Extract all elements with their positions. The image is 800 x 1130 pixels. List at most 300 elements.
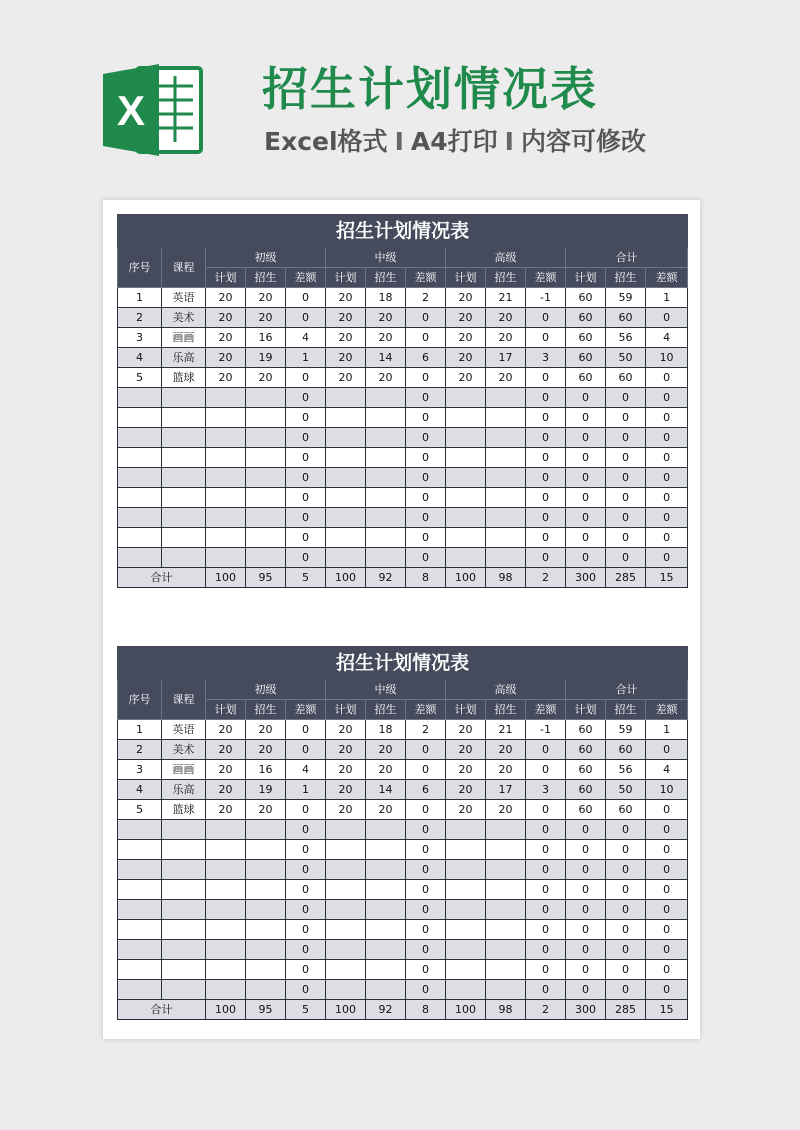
- table-cell[interactable]: [446, 488, 486, 508]
- table-cell[interactable]: [118, 940, 162, 960]
- table-cell[interactable]: 4: [286, 328, 326, 348]
- table-cell[interactable]: 0: [286, 548, 326, 568]
- table-cell[interactable]: 0: [526, 308, 566, 328]
- table-cell[interactable]: 0: [406, 508, 446, 528]
- table-cell[interactable]: 60: [606, 308, 646, 328]
- table-cell[interactable]: 乐高: [162, 780, 206, 800]
- table-cell[interactable]: 0: [566, 840, 606, 860]
- table-cell[interactable]: 0: [406, 920, 446, 940]
- table-cell[interactable]: [326, 920, 366, 940]
- table-cell[interactable]: 3: [118, 328, 162, 348]
- table-cell[interactable]: 0: [646, 840, 688, 860]
- table-cell[interactable]: 0: [526, 428, 566, 448]
- table-cell[interactable]: 0: [606, 920, 646, 940]
- table-cell[interactable]: 0: [526, 800, 566, 820]
- table-cell[interactable]: 60: [566, 800, 606, 820]
- table-cell[interactable]: [366, 528, 406, 548]
- table-cell[interactable]: [366, 468, 406, 488]
- table-cell[interactable]: [366, 980, 406, 1000]
- table-cell[interactable]: 19: [246, 780, 286, 800]
- table-cell[interactable]: 20: [366, 368, 406, 388]
- table-cell[interactable]: 0: [286, 488, 326, 508]
- table-cell[interactable]: 0: [606, 468, 646, 488]
- table-cell[interactable]: 0: [526, 920, 566, 940]
- table-cell[interactable]: 0: [286, 960, 326, 980]
- table-cell[interactable]: 20: [446, 308, 486, 328]
- table-cell[interactable]: [446, 840, 486, 860]
- table-cell[interactable]: 20: [366, 760, 406, 780]
- table-cell[interactable]: [206, 980, 246, 1000]
- table-cell[interactable]: [326, 528, 366, 548]
- table-cell[interactable]: 20: [366, 740, 406, 760]
- table-cell[interactable]: [486, 940, 526, 960]
- table-cell[interactable]: 0: [646, 860, 688, 880]
- table-cell[interactable]: 60: [606, 368, 646, 388]
- table-cell[interactable]: 0: [566, 508, 606, 528]
- table-cell[interactable]: 4: [646, 760, 688, 780]
- table-cell[interactable]: 20: [326, 740, 366, 760]
- table-cell[interactable]: 0: [286, 800, 326, 820]
- table-cell[interactable]: 0: [286, 820, 326, 840]
- table-cell[interactable]: 0: [286, 408, 326, 428]
- table-cell[interactable]: 20: [486, 308, 526, 328]
- table-cell[interactable]: 16: [246, 328, 286, 348]
- table-cell[interactable]: [326, 880, 366, 900]
- table-cell[interactable]: 0: [406, 368, 446, 388]
- table-cell[interactable]: [366, 920, 406, 940]
- table-cell[interactable]: [118, 820, 162, 840]
- table-cell[interactable]: 篮球: [162, 368, 206, 388]
- table-cell[interactable]: [366, 840, 406, 860]
- table-cell[interactable]: [446, 920, 486, 940]
- table-cell[interactable]: 20: [326, 800, 366, 820]
- table-cell[interactable]: 0: [286, 508, 326, 528]
- table-cell[interactable]: [206, 880, 246, 900]
- table-cell[interactable]: 0: [646, 508, 688, 528]
- table-cell[interactable]: [206, 920, 246, 940]
- table-cell[interactable]: [486, 388, 526, 408]
- table-cell[interactable]: [118, 428, 162, 448]
- table-cell[interactable]: [246, 840, 286, 860]
- table-cell[interactable]: 0: [286, 940, 326, 960]
- table-cell[interactable]: [446, 880, 486, 900]
- table-cell[interactable]: 20: [446, 760, 486, 780]
- table-cell[interactable]: [486, 980, 526, 1000]
- table-cell[interactable]: 0: [646, 960, 688, 980]
- table-cell[interactable]: 0: [646, 920, 688, 940]
- table-cell[interactable]: 6: [406, 348, 446, 368]
- table-cell[interactable]: 60: [606, 740, 646, 760]
- table-cell[interactable]: [326, 448, 366, 468]
- table-cell[interactable]: [162, 880, 206, 900]
- table-cell[interactable]: [118, 980, 162, 1000]
- table-cell[interactable]: [118, 528, 162, 548]
- table-cell[interactable]: 0: [526, 740, 566, 760]
- table-cell[interactable]: [246, 468, 286, 488]
- table-cell[interactable]: [206, 488, 246, 508]
- table-cell[interactable]: 0: [566, 528, 606, 548]
- table-cell[interactable]: [446, 468, 486, 488]
- table-cell[interactable]: [118, 860, 162, 880]
- table-cell[interactable]: [366, 940, 406, 960]
- table-cell[interactable]: [366, 488, 406, 508]
- table-cell[interactable]: [246, 408, 286, 428]
- table-cell[interactable]: 0: [606, 408, 646, 428]
- table-cell[interactable]: [118, 960, 162, 980]
- table-cell[interactable]: [118, 488, 162, 508]
- table-cell[interactable]: [446, 960, 486, 980]
- table-cell[interactable]: 20: [326, 308, 366, 328]
- table-cell[interactable]: [162, 860, 206, 880]
- table-cell[interactable]: 14: [366, 780, 406, 800]
- table-cell[interactable]: 0: [606, 820, 646, 840]
- table-cell[interactable]: [162, 488, 206, 508]
- table-cell[interactable]: 20: [206, 800, 246, 820]
- table-cell[interactable]: [366, 960, 406, 980]
- table-cell[interactable]: -1: [526, 288, 566, 308]
- table-cell[interactable]: 0: [566, 980, 606, 1000]
- table-cell[interactable]: [162, 388, 206, 408]
- table-cell[interactable]: 60: [606, 800, 646, 820]
- table-cell[interactable]: 1: [286, 780, 326, 800]
- table-cell[interactable]: 0: [406, 960, 446, 980]
- table-cell[interactable]: 20: [446, 288, 486, 308]
- table-cell[interactable]: 0: [646, 308, 688, 328]
- table-cell[interactable]: 画画: [162, 328, 206, 348]
- table-cell[interactable]: 1: [286, 348, 326, 368]
- table-cell[interactable]: 0: [646, 820, 688, 840]
- table-cell[interactable]: 20: [326, 720, 366, 740]
- table-cell[interactable]: 60: [566, 720, 606, 740]
- table-cell[interactable]: 英语: [162, 720, 206, 740]
- table-cell[interactable]: 0: [406, 428, 446, 448]
- table-cell[interactable]: 20: [206, 720, 246, 740]
- table-cell[interactable]: 0: [526, 860, 566, 880]
- table-cell[interactable]: [246, 428, 286, 448]
- table-cell[interactable]: [366, 428, 406, 448]
- table-cell[interactable]: [366, 860, 406, 880]
- table-cell[interactable]: 60: [566, 288, 606, 308]
- table-cell[interactable]: 0: [526, 328, 566, 348]
- table-cell[interactable]: [246, 448, 286, 468]
- table-cell[interactable]: 20: [446, 780, 486, 800]
- table-cell[interactable]: 0: [646, 980, 688, 1000]
- table-cell[interactable]: 4: [646, 328, 688, 348]
- table-cell[interactable]: 0: [286, 880, 326, 900]
- table-cell[interactable]: [366, 900, 406, 920]
- table-cell[interactable]: 0: [606, 980, 646, 1000]
- table-cell[interactable]: 0: [646, 528, 688, 548]
- table-cell[interactable]: 20: [326, 288, 366, 308]
- table-cell[interactable]: 21: [486, 720, 526, 740]
- table-cell[interactable]: 2: [406, 288, 446, 308]
- table-cell[interactable]: 0: [606, 940, 646, 960]
- table-cell[interactable]: 0: [286, 388, 326, 408]
- table-cell[interactable]: [162, 940, 206, 960]
- table-cell[interactable]: [246, 528, 286, 548]
- table-cell[interactable]: 2: [118, 740, 162, 760]
- table-cell[interactable]: [162, 508, 206, 528]
- table-cell[interactable]: [326, 548, 366, 568]
- table-cell[interactable]: 20: [326, 780, 366, 800]
- table-cell[interactable]: 20: [446, 720, 486, 740]
- table-cell[interactable]: 20: [246, 720, 286, 740]
- table-cell[interactable]: [162, 980, 206, 1000]
- table-cell[interactable]: 16: [246, 760, 286, 780]
- table-cell[interactable]: [446, 428, 486, 448]
- table-cell[interactable]: 20: [486, 368, 526, 388]
- table-cell[interactable]: [162, 468, 206, 488]
- table-cell[interactable]: [246, 388, 286, 408]
- table-cell[interactable]: 20: [206, 348, 246, 368]
- table-cell[interactable]: [118, 920, 162, 940]
- table-cell[interactable]: 19: [246, 348, 286, 368]
- table-cell[interactable]: 2: [118, 308, 162, 328]
- table-cell[interactable]: 1: [118, 288, 162, 308]
- table-cell[interactable]: [246, 980, 286, 1000]
- table-cell[interactable]: 0: [526, 820, 566, 840]
- table-cell[interactable]: 20: [446, 368, 486, 388]
- table-cell[interactable]: [446, 408, 486, 428]
- table-cell[interactable]: 0: [286, 368, 326, 388]
- table-cell[interactable]: 0: [526, 488, 566, 508]
- table-cell[interactable]: 20: [366, 308, 406, 328]
- table-cell[interactable]: [162, 448, 206, 468]
- table-cell[interactable]: [486, 408, 526, 428]
- table-cell[interactable]: 1: [646, 288, 688, 308]
- table-cell[interactable]: [206, 528, 246, 548]
- table-cell[interactable]: 0: [406, 860, 446, 880]
- table-cell[interactable]: [486, 880, 526, 900]
- table-cell[interactable]: [326, 940, 366, 960]
- table-cell[interactable]: [326, 900, 366, 920]
- table-cell[interactable]: 0: [406, 388, 446, 408]
- table-cell[interactable]: 乐高: [162, 348, 206, 368]
- table-cell[interactable]: 0: [646, 940, 688, 960]
- table-cell[interactable]: 0: [606, 900, 646, 920]
- table-cell[interactable]: 1: [646, 720, 688, 740]
- table-cell[interactable]: 20: [206, 288, 246, 308]
- table-cell[interactable]: [246, 860, 286, 880]
- table-cell[interactable]: 20: [206, 760, 246, 780]
- table-cell[interactable]: [366, 880, 406, 900]
- table-cell[interactable]: [118, 880, 162, 900]
- table-cell[interactable]: [206, 448, 246, 468]
- table-cell[interactable]: 0: [406, 940, 446, 960]
- table-cell[interactable]: 0: [646, 468, 688, 488]
- table-cell[interactable]: [446, 508, 486, 528]
- table-cell[interactable]: 0: [646, 428, 688, 448]
- table-cell[interactable]: [326, 388, 366, 408]
- table-cell[interactable]: [326, 860, 366, 880]
- table-cell[interactable]: 0: [646, 880, 688, 900]
- table-cell[interactable]: [206, 508, 246, 528]
- table-cell[interactable]: 0: [566, 388, 606, 408]
- table-cell[interactable]: [206, 940, 246, 960]
- table-cell[interactable]: 59: [606, 288, 646, 308]
- table-cell[interactable]: 20: [446, 740, 486, 760]
- table-cell[interactable]: 0: [566, 488, 606, 508]
- table-cell[interactable]: [118, 468, 162, 488]
- table-cell[interactable]: 0: [406, 408, 446, 428]
- table-cell[interactable]: 60: [566, 328, 606, 348]
- table-cell[interactable]: 0: [606, 960, 646, 980]
- table-cell[interactable]: 0: [526, 528, 566, 548]
- table-cell[interactable]: 60: [566, 760, 606, 780]
- table-cell[interactable]: 20: [246, 288, 286, 308]
- table-cell[interactable]: [118, 408, 162, 428]
- table-cell[interactable]: 0: [606, 548, 646, 568]
- table-cell[interactable]: 20: [446, 328, 486, 348]
- table-cell[interactable]: 0: [286, 468, 326, 488]
- table-cell[interactable]: 20: [486, 760, 526, 780]
- table-cell[interactable]: 0: [526, 388, 566, 408]
- table-cell[interactable]: 0: [406, 328, 446, 348]
- table-cell[interactable]: 18: [366, 720, 406, 740]
- table-cell[interactable]: 英语: [162, 288, 206, 308]
- table-cell[interactable]: [246, 900, 286, 920]
- table-cell[interactable]: 0: [406, 548, 446, 568]
- table-cell[interactable]: [246, 820, 286, 840]
- table-cell[interactable]: [446, 388, 486, 408]
- table-cell[interactable]: 0: [406, 800, 446, 820]
- table-cell[interactable]: 0: [646, 740, 688, 760]
- table-cell[interactable]: [366, 548, 406, 568]
- table-cell[interactable]: [162, 840, 206, 860]
- table-cell[interactable]: [206, 428, 246, 448]
- table-cell[interactable]: 1: [118, 720, 162, 740]
- table-cell[interactable]: 20: [206, 780, 246, 800]
- table-cell[interactable]: [246, 960, 286, 980]
- table-cell[interactable]: 0: [606, 840, 646, 860]
- table-cell[interactable]: 50: [606, 348, 646, 368]
- table-cell[interactable]: 0: [606, 428, 646, 448]
- table-cell[interactable]: [366, 820, 406, 840]
- table-cell[interactable]: 60: [566, 308, 606, 328]
- table-cell[interactable]: 20: [366, 800, 406, 820]
- table-cell[interactable]: 0: [406, 840, 446, 860]
- table-cell[interactable]: 0: [646, 448, 688, 468]
- table-cell[interactable]: 20: [206, 740, 246, 760]
- table-cell[interactable]: [246, 548, 286, 568]
- table-cell[interactable]: 0: [646, 800, 688, 820]
- table-cell[interactable]: 0: [526, 940, 566, 960]
- table-cell[interactable]: 0: [286, 528, 326, 548]
- table-cell[interactable]: 美术: [162, 308, 206, 328]
- table-cell[interactable]: [118, 448, 162, 468]
- table-cell[interactable]: 画画: [162, 760, 206, 780]
- table-cell[interactable]: 3: [526, 780, 566, 800]
- table-cell[interactable]: 0: [286, 900, 326, 920]
- table-cell[interactable]: 20: [486, 740, 526, 760]
- table-cell[interactable]: [246, 940, 286, 960]
- table-cell[interactable]: [486, 840, 526, 860]
- table-cell[interactable]: 0: [526, 408, 566, 428]
- table-cell[interactable]: 20: [246, 800, 286, 820]
- table-cell[interactable]: 0: [606, 860, 646, 880]
- table-cell[interactable]: 18: [366, 288, 406, 308]
- table-cell[interactable]: 0: [286, 980, 326, 1000]
- table-cell[interactable]: [246, 488, 286, 508]
- table-cell[interactable]: 50: [606, 780, 646, 800]
- table-cell[interactable]: [162, 528, 206, 548]
- table-cell[interactable]: 篮球: [162, 800, 206, 820]
- table-cell[interactable]: 0: [646, 488, 688, 508]
- table-cell[interactable]: [326, 820, 366, 840]
- table-cell[interactable]: [486, 920, 526, 940]
- table-cell[interactable]: 0: [566, 548, 606, 568]
- table-cell[interactable]: 56: [606, 760, 646, 780]
- table-cell[interactable]: 0: [606, 528, 646, 548]
- table-cell[interactable]: 0: [566, 408, 606, 428]
- table-cell[interactable]: 0: [526, 980, 566, 1000]
- table-cell[interactable]: 3: [118, 760, 162, 780]
- table-cell[interactable]: 0: [286, 428, 326, 448]
- table-cell[interactable]: 0: [646, 548, 688, 568]
- table-cell[interactable]: 20: [446, 800, 486, 820]
- table-cell[interactable]: 4: [118, 780, 162, 800]
- table-cell[interactable]: 20: [326, 328, 366, 348]
- table-cell[interactable]: 6: [406, 780, 446, 800]
- table-cell[interactable]: 0: [566, 860, 606, 880]
- table-cell[interactable]: 0: [606, 448, 646, 468]
- table-cell[interactable]: 0: [566, 900, 606, 920]
- table-cell[interactable]: [162, 548, 206, 568]
- table-cell[interactable]: 0: [286, 448, 326, 468]
- table-cell[interactable]: [446, 980, 486, 1000]
- table-cell[interactable]: [486, 468, 526, 488]
- table-cell[interactable]: 20: [206, 308, 246, 328]
- table-cell[interactable]: 0: [606, 388, 646, 408]
- table-cell[interactable]: 20: [326, 368, 366, 388]
- table-cell[interactable]: 20: [366, 328, 406, 348]
- table-cell[interactable]: [366, 448, 406, 468]
- table-cell[interactable]: 3: [526, 348, 566, 368]
- table-cell[interactable]: 0: [286, 920, 326, 940]
- table-cell[interactable]: 0: [646, 900, 688, 920]
- table-cell[interactable]: 5: [118, 368, 162, 388]
- table-cell[interactable]: 20: [206, 368, 246, 388]
- table-cell[interactable]: 0: [566, 448, 606, 468]
- table-cell[interactable]: [326, 468, 366, 488]
- table-cell[interactable]: [486, 820, 526, 840]
- table-cell[interactable]: 0: [406, 900, 446, 920]
- table-cell[interactable]: [206, 468, 246, 488]
- table-cell[interactable]: [206, 860, 246, 880]
- table-cell[interactable]: 0: [566, 960, 606, 980]
- table-cell[interactable]: -1: [526, 720, 566, 740]
- table-cell[interactable]: [246, 880, 286, 900]
- table-cell[interactable]: [486, 488, 526, 508]
- table-cell[interactable]: 0: [526, 760, 566, 780]
- table-cell[interactable]: 0: [526, 880, 566, 900]
- table-cell[interactable]: [206, 548, 246, 568]
- table-cell[interactable]: 0: [646, 368, 688, 388]
- table-cell[interactable]: [206, 408, 246, 428]
- table-cell[interactable]: [326, 508, 366, 528]
- table-cell[interactable]: [446, 820, 486, 840]
- table-cell[interactable]: 0: [566, 820, 606, 840]
- table-cell[interactable]: 0: [286, 860, 326, 880]
- table-cell[interactable]: 4: [286, 760, 326, 780]
- table-cell[interactable]: [162, 428, 206, 448]
- table-cell[interactable]: 10: [646, 780, 688, 800]
- table-cell[interactable]: 0: [406, 820, 446, 840]
- table-cell[interactable]: 0: [526, 508, 566, 528]
- table-cell[interactable]: [366, 508, 406, 528]
- table-cell[interactable]: 21: [486, 288, 526, 308]
- table-cell[interactable]: 2: [406, 720, 446, 740]
